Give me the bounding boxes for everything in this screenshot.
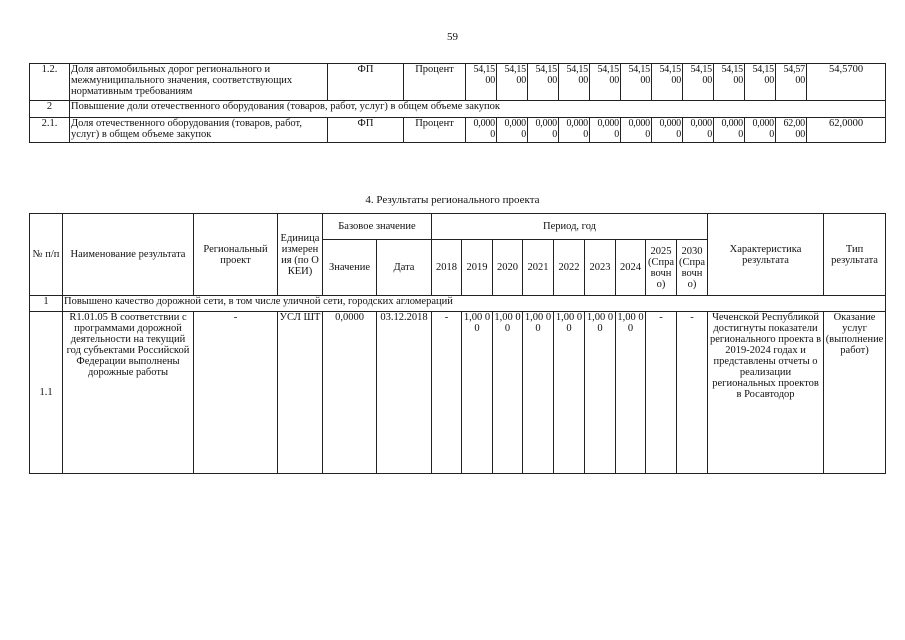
result-num: 1.1	[30, 312, 63, 474]
header-year: 2018	[432, 240, 462, 296]
result-year-value: -	[432, 312, 462, 474]
result-year-value: 1,00 00	[493, 312, 523, 474]
header-num: № п/п	[30, 214, 63, 296]
header-type: Тип результата	[824, 214, 886, 296]
indicator-type: ФП	[328, 118, 404, 143]
indicator-final: 62,0000	[807, 118, 886, 143]
indicator-unit: Процент	[404, 118, 466, 143]
header-year: 2022	[554, 240, 585, 296]
header-year: 2019	[462, 240, 493, 296]
header-name: Наименование результата	[63, 214, 194, 296]
header-base-value: Значение	[323, 240, 377, 296]
indicator-value: 0,000 0	[559, 118, 590, 143]
header-year: 2024	[616, 240, 646, 296]
indicator-num: 1.2.	[30, 64, 70, 101]
page-number: 59	[447, 31, 458, 43]
indicator-final: 54,5700	[807, 64, 886, 101]
group-num: 1	[30, 296, 63, 312]
indicator-value: 0,000 0	[683, 118, 714, 143]
indicator-value: 54,15 00	[466, 64, 497, 101]
indicator-value: 54,15 00	[590, 64, 621, 101]
group-title: Повышено качество дорожной сети, в том числе уличной сети, городских агломераций	[63, 296, 886, 312]
indicator-value: 54,57 00	[776, 64, 807, 101]
result-base-date: 03.12.2018	[377, 312, 432, 474]
indicator-value: 0,000 0	[528, 118, 559, 143]
indicator-name: Доля автомобильных дорог регионального и межмуниципального значения, соответствующих нормативным требованиям	[70, 64, 328, 101]
indicator-row	[30, 101, 886, 118]
result-year-value: 1,00 00	[585, 312, 616, 474]
header-unit: Единица измерения (по ОКЕИ)	[278, 214, 323, 296]
header-period: Период, год	[432, 214, 708, 240]
result-year-value: 1,00 00	[554, 312, 585, 474]
result-base-value: 0,0000	[323, 312, 377, 474]
indicator-value: 54,15 00	[621, 64, 652, 101]
indicator-value: 54,15 00	[528, 64, 559, 101]
indicator-value: 62,00 00	[776, 118, 807, 143]
header-year: 2021	[523, 240, 554, 296]
indicator-value: 54,15 00	[559, 64, 590, 101]
indicator-value: 0,000 0	[714, 118, 745, 143]
indicator-value: 54,15 00	[683, 64, 714, 101]
result-year-value: -	[646, 312, 677, 474]
header-year: 2025 (Справочно)	[646, 240, 677, 296]
result-characteristic: Чеченской Республикой достигнуты показатели регионального проекта в 2019-2024 годах и представлены отчеты о реализации региональных проектов в Росавтодор	[708, 312, 824, 474]
result-name: R1.01.05 В соответствии с программами дорожной деятельности на текущий год субъектами Российской Федерации выполнены дорожные работы	[63, 312, 194, 474]
indicator-num: 2	[30, 101, 70, 118]
header-characteristic: Характеристика результата	[708, 214, 824, 296]
result-year-value: 1,00 00	[462, 312, 493, 474]
indicator-type: ФП	[328, 64, 404, 101]
result-unit: УСЛ ШТ	[278, 312, 323, 474]
indicator-value: 0,000 0	[745, 118, 776, 143]
indicator-value: 54,15 00	[714, 64, 745, 101]
header-year: 2023	[585, 240, 616, 296]
indicator-row	[30, 64, 886, 101]
indicator-value: 0,000 0	[621, 118, 652, 143]
result-type: Оказание услуг (выполнение работ)	[824, 312, 886, 474]
indicator-value: 0,000 0	[652, 118, 683, 143]
header-project: Региональный проект	[194, 214, 278, 296]
indicator-unit: Процент	[404, 64, 466, 101]
result-year-value: 1,00 00	[616, 312, 646, 474]
results-table	[29, 213, 886, 474]
indicator-row	[30, 118, 886, 143]
indicator-num: 2.1.	[30, 118, 70, 143]
indicator-name: Повышение доли отечественного оборудования (товаров, работ, услуг) в общем объеме закупок	[70, 101, 886, 118]
indicator-value: 54,15 00	[745, 64, 776, 101]
header-base-date: Дата	[377, 240, 432, 296]
header-year: 2030 (Справочно)	[677, 240, 708, 296]
header-year: 2020	[493, 240, 523, 296]
indicator-value: 0,000 0	[466, 118, 497, 143]
indicator-value: 54,15 00	[497, 64, 528, 101]
indicator-value: 0,000 0	[590, 118, 621, 143]
section-title: 4. Результаты регионального проекта	[365, 194, 540, 206]
indicator-value: 0,000 0	[497, 118, 528, 143]
indicator-value: 54,15 00	[652, 64, 683, 101]
indicator-name: Доля отечественного оборудования (товаров, работ, услуг) в общем объеме закупок	[70, 118, 328, 143]
header-base: Базовое значение	[323, 214, 432, 240]
result-year-value: 1,00 00	[523, 312, 554, 474]
indicators-table	[29, 63, 886, 143]
result-project: -	[194, 312, 278, 474]
result-year-value: -	[677, 312, 708, 474]
